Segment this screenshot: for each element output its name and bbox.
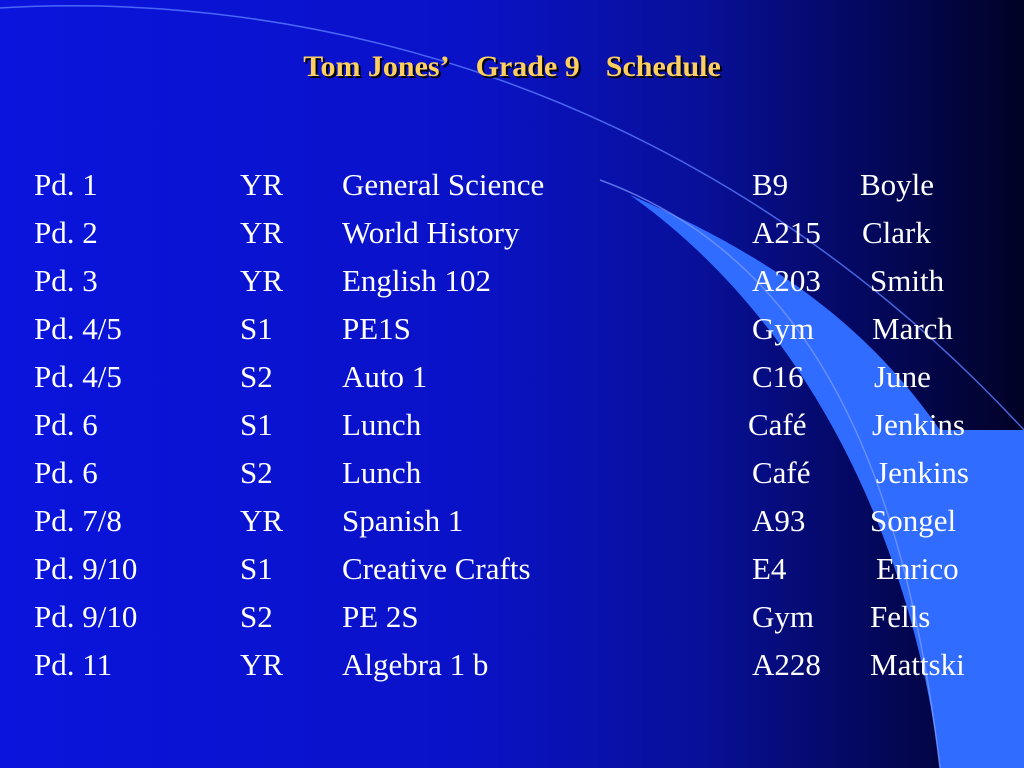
teacher-cell: June (874, 359, 931, 394)
term-cell: YR (240, 167, 284, 202)
room-cell: A203 (752, 263, 821, 298)
course-cell: Creative Crafts (342, 551, 531, 586)
period-cell: Pd. 9/10 (34, 599, 138, 634)
teacher-cell: Songel (870, 503, 957, 538)
schedule-row (0, 404, 1024, 446)
page-title (0, 50, 1024, 84)
period-cell: Pd. 6 (34, 407, 98, 442)
course-cell: Algebra 1 b (342, 647, 489, 682)
period-cell: Pd. 4/5 (34, 311, 122, 346)
teacher-cell: Mattski (870, 647, 965, 682)
schedule-row (0, 644, 1024, 686)
period-cell: Pd. 7/8 (34, 503, 122, 538)
course-cell: PE 2S (342, 599, 419, 634)
teacher-cell: Smith (870, 263, 945, 298)
teacher-cell: March (872, 311, 953, 346)
schedule-row (0, 260, 1024, 302)
room-cell: Gym (752, 599, 814, 634)
title-student-name: Tom Jones’ (303, 50, 450, 83)
course-cell: World History (342, 215, 520, 250)
schedule-row (0, 452, 1024, 494)
term-cell: YR (240, 215, 284, 250)
room-cell: Café (748, 407, 807, 442)
teacher-cell: Fells (870, 599, 931, 634)
course-cell: Lunch (342, 407, 422, 442)
term-cell: S1 (240, 407, 273, 442)
room-cell: C16 (752, 359, 804, 394)
term-cell: S2 (240, 455, 273, 490)
teacher-cell: Jenkins (872, 407, 965, 442)
term-cell: YR (240, 263, 284, 298)
course-cell: English 102 (342, 263, 491, 298)
room-cell: Gym (752, 311, 814, 346)
period-cell: Pd. 6 (34, 455, 98, 490)
schedule-row (0, 548, 1024, 590)
room-cell: B9 (752, 167, 789, 202)
title-label: Schedule (605, 50, 721, 83)
course-cell: PE1S (342, 311, 411, 346)
period-cell: Pd. 4/5 (34, 359, 122, 394)
period-cell: Pd. 11 (34, 647, 113, 682)
room-cell: E4 (752, 551, 787, 586)
schedule-row (0, 164, 1024, 206)
term-cell: S2 (240, 599, 273, 634)
term-cell: YR (240, 503, 284, 538)
room-cell: Café (752, 455, 811, 490)
period-cell: Pd. 9/10 (34, 551, 138, 586)
course-cell: Spanish 1 (342, 503, 464, 538)
teacher-cell: Enrico (876, 551, 959, 586)
period-cell: Pd. 1 (34, 167, 98, 202)
title-grade: Grade 9 (475, 50, 580, 83)
schedule-row (0, 308, 1024, 350)
teacher-cell: Jenkins (876, 455, 969, 490)
schedule-row (0, 596, 1024, 638)
room-cell: A215 (752, 215, 821, 250)
term-cell: YR (240, 647, 284, 682)
period-cell: Pd. 3 (34, 263, 98, 298)
schedule-row (0, 212, 1024, 254)
schedule-row (0, 500, 1024, 542)
term-cell: S1 (240, 551, 273, 586)
teacher-cell: Clark (862, 215, 931, 250)
course-cell: Auto 1 (342, 359, 428, 394)
course-cell: General Science (342, 167, 545, 202)
room-cell: A228 (752, 647, 821, 682)
course-cell: Lunch (342, 455, 422, 490)
term-cell: S2 (240, 359, 273, 394)
schedule-row (0, 356, 1024, 398)
room-cell: A93 (752, 503, 806, 538)
period-cell: Pd. 2 (34, 215, 98, 250)
term-cell: S1 (240, 311, 273, 346)
teacher-cell: Boyle (860, 167, 935, 202)
